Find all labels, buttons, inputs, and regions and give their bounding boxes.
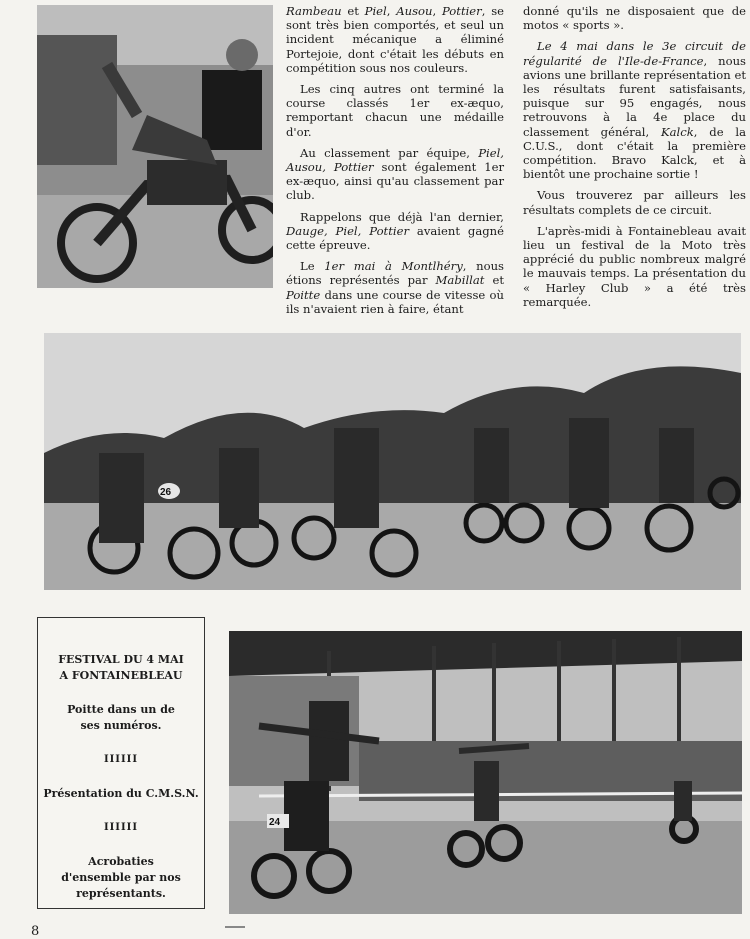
names: Dauge, Piel, Pottier [286, 223, 409, 238]
article-column-2 [523, 4, 746, 316]
caption-title-line-2: A FONTAINEBLEAU [59, 669, 183, 682]
bike-number-26: 26 [160, 487, 172, 498]
photo-caption-box [37, 617, 205, 909]
paragraph [286, 210, 504, 253]
caption-item-1: Poitte dans un de ses numéros. [67, 703, 175, 732]
caption-separator: IIIIII [103, 822, 139, 833]
paragraph [286, 146, 504, 203]
paragraph [523, 39, 746, 181]
text: dans une course de vitesse où ils n'avaient rien à faire, étant [286, 287, 504, 316]
paragraph: donné qu'ils ne disposaient que de motos « sports ». [523, 4, 746, 33]
name: Ausou [396, 4, 433, 18]
names: Piel, Ausou, Pottier [286, 145, 504, 175]
paragraph: L'après-midi à Fontainebleau avait lieu un festival de la Moto très apprécié du public nombreux malgré le mauvais temps. La présentation du « Harley Club » a été très remarquée. [523, 223, 746, 309]
text: Au classement par équipe, [300, 145, 479, 160]
caption-item-3: Acrobaties d'ensemble par nos représentants. [61, 855, 181, 900]
bike-number-24: 24 [269, 817, 281, 828]
name: Mabillat [435, 273, 485, 288]
paragraph: Les cinq autres ont terminé la course classés 1er ex-æquo, remportant chacun une médaille d'or. [286, 82, 504, 139]
name: Pottier [441, 4, 482, 18]
text: avaient gagné cette épreuve. [286, 223, 504, 253]
name: Kalck [660, 124, 694, 139]
article-column-1 [286, 4, 504, 323]
text: , [386, 4, 397, 18]
text: , se sont très bien comportés, et seul un incident mécanique a éliminé Portejoie, dont c'était les débuts en compétition sous nos couleurs. [286, 4, 505, 75]
name: Piel [364, 4, 387, 18]
caption-title-line-1: FESTIVAL DU 4 MAI [58, 653, 184, 666]
text: Rappelons que déjà l'an dernier, [300, 209, 504, 224]
paragraph [286, 4, 504, 75]
caption-separator: IIIIII [103, 754, 139, 765]
text: et [341, 4, 365, 18]
page-mark [225, 926, 245, 928]
paragraph: Vous trouverez par ailleurs les résultats complets de ce circuit. [523, 188, 746, 217]
photo-rider-standing-on-motorcycle [37, 5, 273, 288]
paragraph [286, 259, 504, 316]
page-number: 8 [31, 924, 40, 939]
text: , nous étions représentés par [286, 259, 505, 288]
photo-motorcycle-lineup-on-track [44, 333, 741, 590]
text: et [484, 273, 504, 288]
text: sont également 1er ex-æquo, ainsi qu'au classement par club. [286, 160, 504, 203]
text: , de la C.U.S., dont c'était la première compétition. Bravo Kalck, et à bientôt une prochaine sortie ! [523, 124, 746, 182]
name: Rambeau [286, 4, 342, 18]
caption-item-2: Présentation du C.M.S.N. [43, 787, 199, 800]
name: Poitte [286, 287, 321, 302]
event: Le 4 mai dans le 3e circuit de régularité de l'Ile-de-France [523, 39, 746, 68]
text: , nous avions une brillante représentation et les résultats furent satisfaisants, puisque sur 95 engagés, nous retrouvons à la 4e place du classement général, [523, 53, 746, 139]
event: 1er mai à Montlhéry [324, 259, 463, 274]
photo-acrobatic-riders-under-grandstand [229, 631, 742, 914]
caption-title [38, 652, 204, 684]
text: , [432, 4, 442, 18]
text: Le [300, 259, 325, 274]
